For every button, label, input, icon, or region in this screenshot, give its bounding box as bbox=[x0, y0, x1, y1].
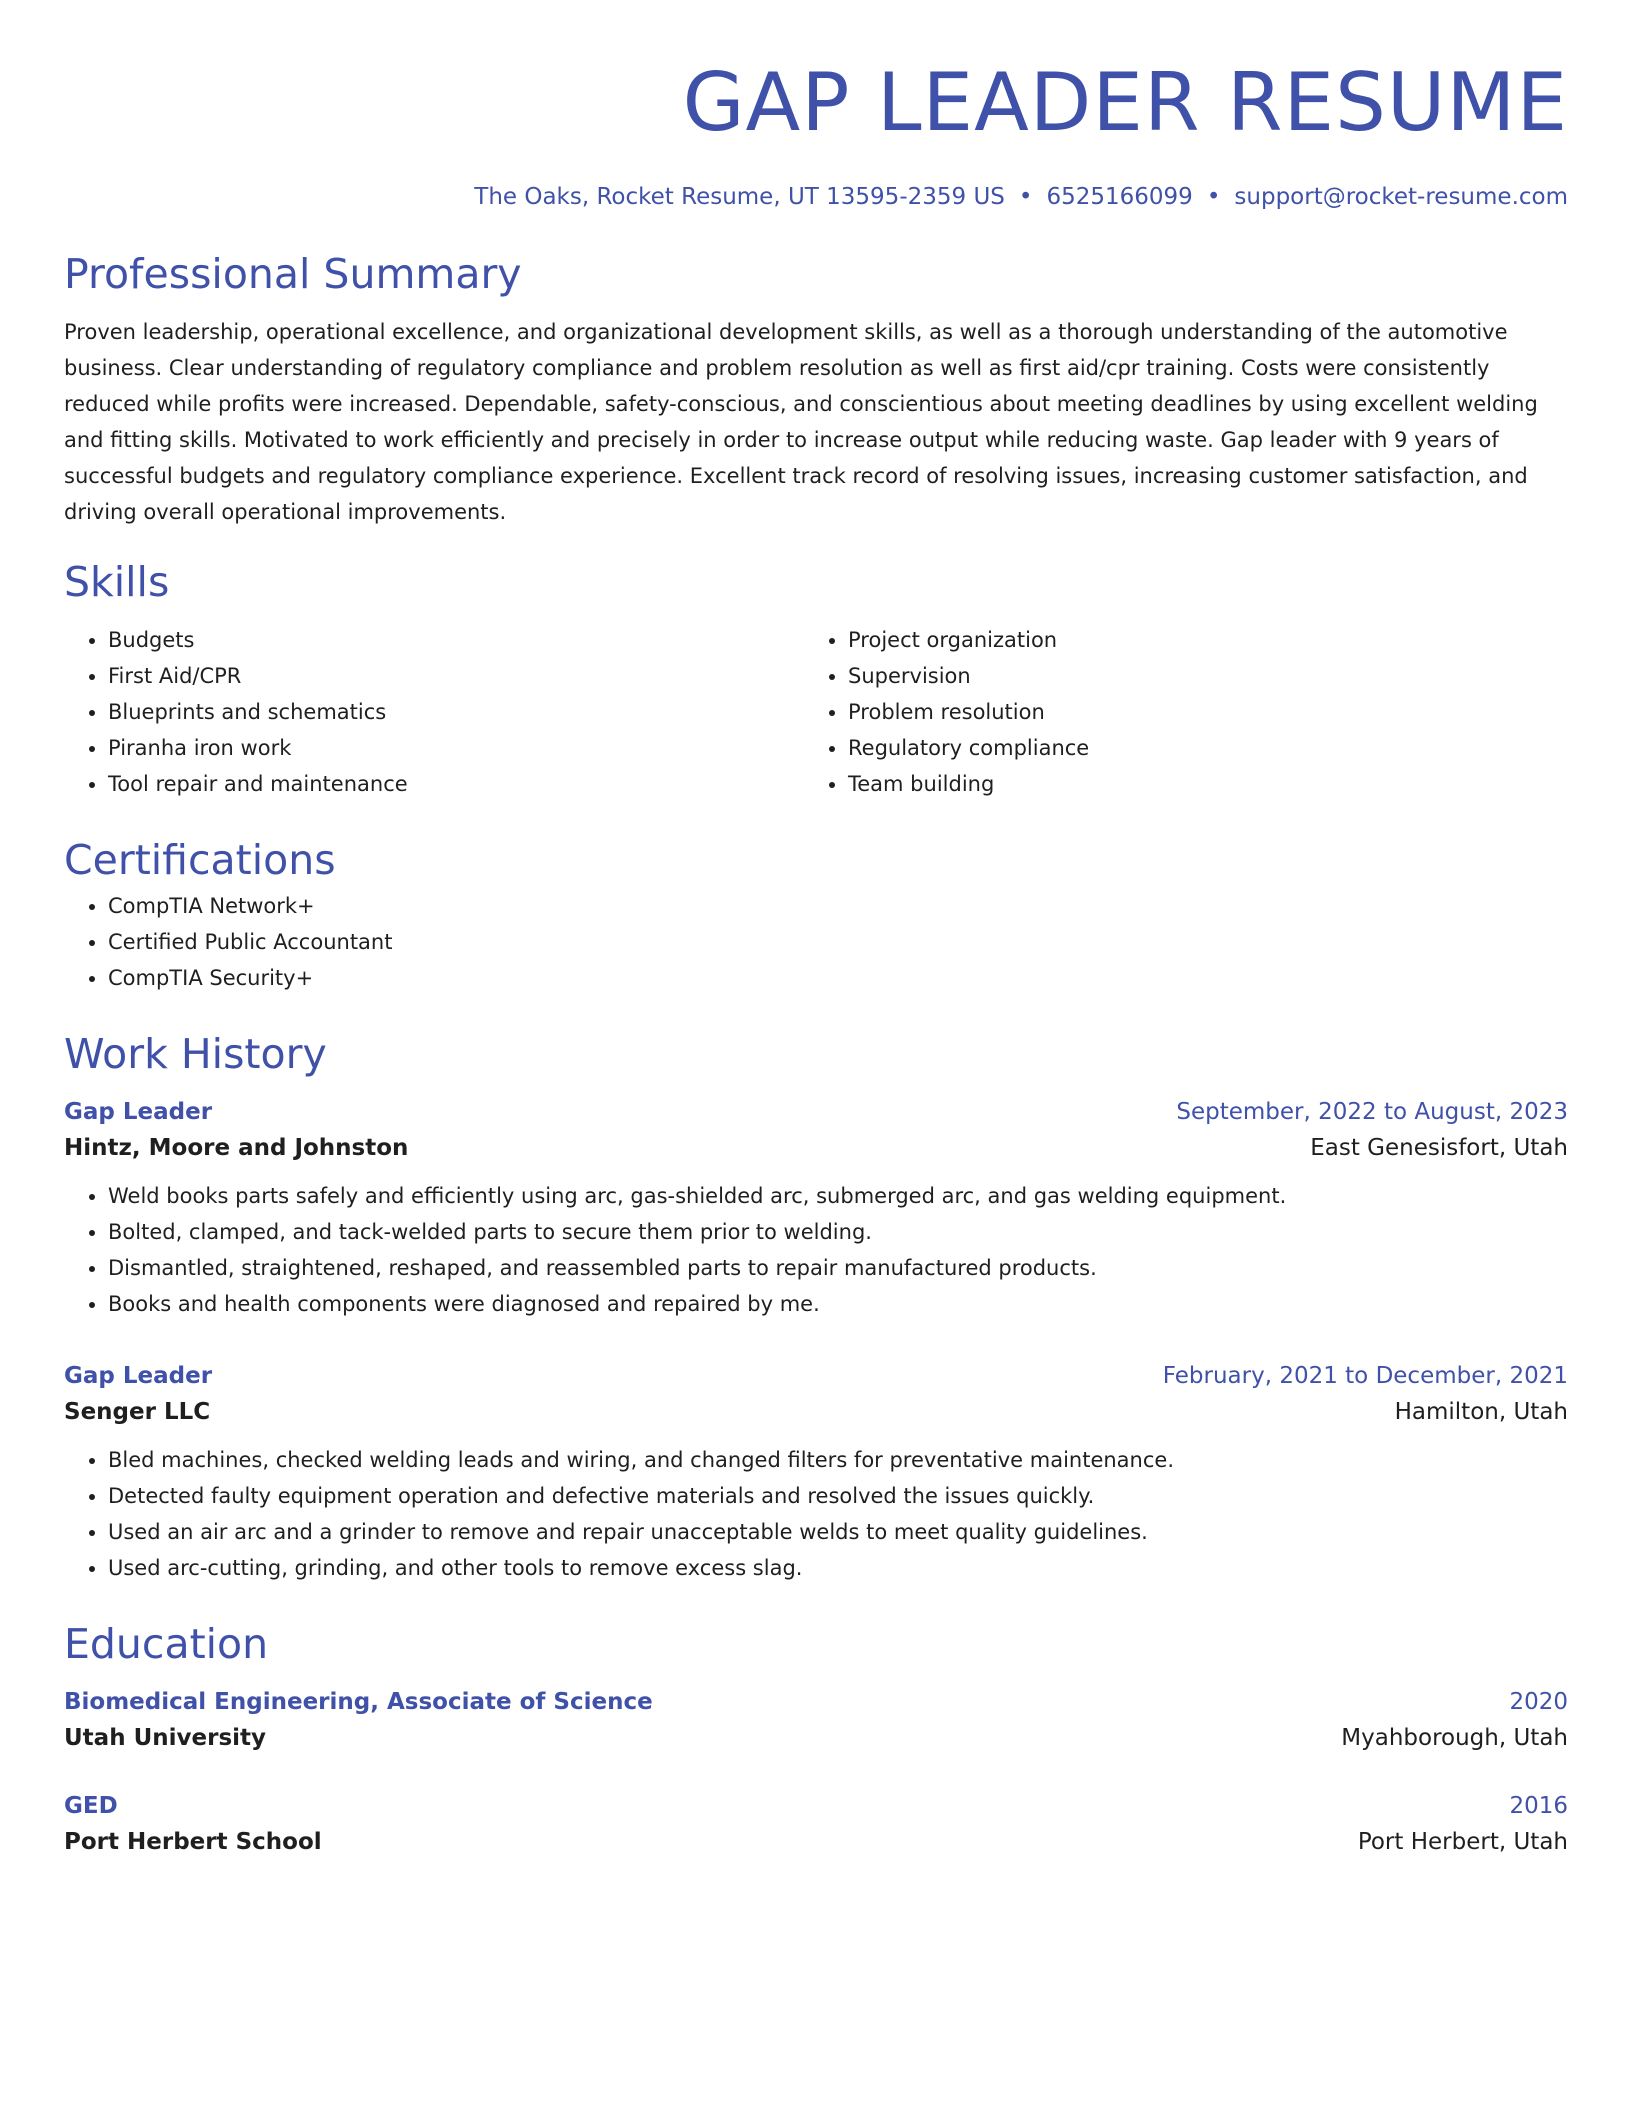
skill-item: • Supervision bbox=[848, 658, 1544, 694]
job-bullet: • Used an air arc and a grinder to remove and repair unacceptable welds to meet quality guidelines. bbox=[108, 1514, 1568, 1550]
skill-item: • Piranha iron work bbox=[108, 730, 804, 766]
education-entry bbox=[64, 1686, 1568, 1758]
certification-item: • CompTIA Security+ bbox=[108, 960, 1568, 996]
skills-heading: Skills bbox=[64, 558, 170, 606]
job-bullet: • Books and health components were diagnosed and repaired by me. bbox=[108, 1286, 1568, 1322]
job-entry bbox=[64, 1360, 1568, 1586]
job-header-row bbox=[64, 1096, 1568, 1128]
education-year: 2020 bbox=[1509, 1689, 1568, 1715]
contact-line bbox=[64, 182, 1568, 212]
education-heading: Education bbox=[64, 1620, 269, 1668]
job-bullet: • Dismantled, straightened, reshaped, and reassembled parts to repair manufactured products. bbox=[108, 1250, 1568, 1286]
job-dates: February, 2021 to December, 2021 bbox=[1162, 1363, 1568, 1389]
skill-item: • Budgets bbox=[108, 622, 804, 658]
education-year: 2016 bbox=[1509, 1793, 1568, 1819]
summary-heading: Professional Summary bbox=[64, 250, 522, 298]
job-bullet: • Used arc-cutting, grinding, and other tools to remove excess slag. bbox=[108, 1550, 1568, 1586]
skills-column-left bbox=[64, 622, 804, 802]
contact-address: The Oaks, Rocket Resume, UT 13595-2359 US bbox=[474, 184, 1005, 210]
education-degree: GED bbox=[64, 1793, 118, 1819]
education-location: Port Herbert, Utah bbox=[1357, 1829, 1568, 1855]
job-header-row bbox=[64, 1360, 1568, 1392]
certifications-list bbox=[64, 888, 1568, 996]
job-bullet: • Bolted, clamped, and tack-welded parts to secure them prior to welding. bbox=[108, 1214, 1568, 1250]
skill-item: • Team building bbox=[848, 766, 1544, 802]
job-company: Senger LLC bbox=[64, 1399, 211, 1425]
job-role: Gap Leader bbox=[64, 1363, 213, 1389]
education-header-row bbox=[64, 1790, 1568, 1822]
job-company-row bbox=[64, 1392, 1568, 1432]
job-bullet: • Weld books parts safely and efficiently using arc, gas-shielded arc, submerged arc, and gas welding equipment. bbox=[108, 1178, 1568, 1214]
contact-email: support@rocket-resume.com bbox=[1234, 184, 1568, 210]
skill-item: • Tool repair and maintenance bbox=[108, 766, 804, 802]
skill-item: • Regulatory compliance bbox=[848, 730, 1544, 766]
skill-item: • First Aid/CPR bbox=[108, 658, 804, 694]
resume-header bbox=[64, 48, 1568, 212]
skills-list-left bbox=[64, 622, 804, 802]
education-school: Port Herbert School bbox=[64, 1829, 322, 1855]
job-location: Hamilton, Utah bbox=[1394, 1399, 1568, 1425]
contact-separator: • bbox=[1206, 184, 1221, 210]
education-school-row bbox=[64, 1718, 1568, 1758]
job-bullets bbox=[64, 1442, 1568, 1586]
education-entry bbox=[64, 1790, 1568, 1862]
contact-phone: 6525166099 bbox=[1046, 184, 1193, 210]
skill-item: • Problem resolution bbox=[848, 694, 1544, 730]
work-history-heading: Work History bbox=[64, 1030, 327, 1078]
education-school-row bbox=[64, 1822, 1568, 1862]
certifications-heading: Certifications bbox=[64, 836, 336, 884]
certification-item: • CompTIA Network+ bbox=[108, 888, 1568, 924]
skill-item: • Blueprints and schematics bbox=[108, 694, 804, 730]
certification-item: • Certified Public Accountant bbox=[108, 924, 1568, 960]
job-location: East Genesisfort, Utah bbox=[1310, 1135, 1568, 1161]
resume-name: GAP LEADER RESUME bbox=[682, 56, 1568, 149]
education-school: Utah University bbox=[64, 1725, 267, 1751]
education-degree: Biomedical Engineering, Associate of Science bbox=[64, 1689, 653, 1715]
skills-column-right bbox=[804, 622, 1544, 802]
job-bullet: • Bled machines, checked welding leads and wiring, and changed filters for preventative maintenance. bbox=[108, 1442, 1568, 1478]
job-company-row bbox=[64, 1128, 1568, 1168]
education-header-row bbox=[64, 1686, 1568, 1718]
job-bullet: • Detected faulty equipment operation and defective materials and resolved the issues quickly. bbox=[108, 1478, 1568, 1514]
education-location: Myahborough, Utah bbox=[1341, 1725, 1568, 1751]
job-dates: September, 2022 to August, 2023 bbox=[1176, 1099, 1568, 1125]
job-bullets bbox=[64, 1178, 1568, 1322]
skills-list-right bbox=[804, 622, 1544, 802]
skill-item: • Project organization bbox=[848, 622, 1544, 658]
job-company: Hintz, Moore and Johnston bbox=[64, 1135, 409, 1161]
contact-separator: • bbox=[1018, 184, 1033, 210]
summary-text: Proven leadership, operational excellence, and organizational development skills, as well as a thorough understanding of the automotive business. Clear understanding of regulatory compliance and problem resolution as well as first aid/cpr training. Costs were consistently reduced while profits were increased. Dependable, safety-conscious, and conscientious about meeting deadlines by using excellent welding and fitting skills. Motivated to work efficiently and precisely in order to increase output while reducing waste. Gap leader with 9 years of successful budgets and regulatory compliance experience. Excellent track record of resolving issues, increasing customer satisfaction, and driving overall operational improvements. bbox=[64, 320, 1538, 524]
job-entry bbox=[64, 1096, 1568, 1322]
job-role: Gap Leader bbox=[64, 1099, 213, 1125]
skills-grid bbox=[64, 622, 1568, 802]
